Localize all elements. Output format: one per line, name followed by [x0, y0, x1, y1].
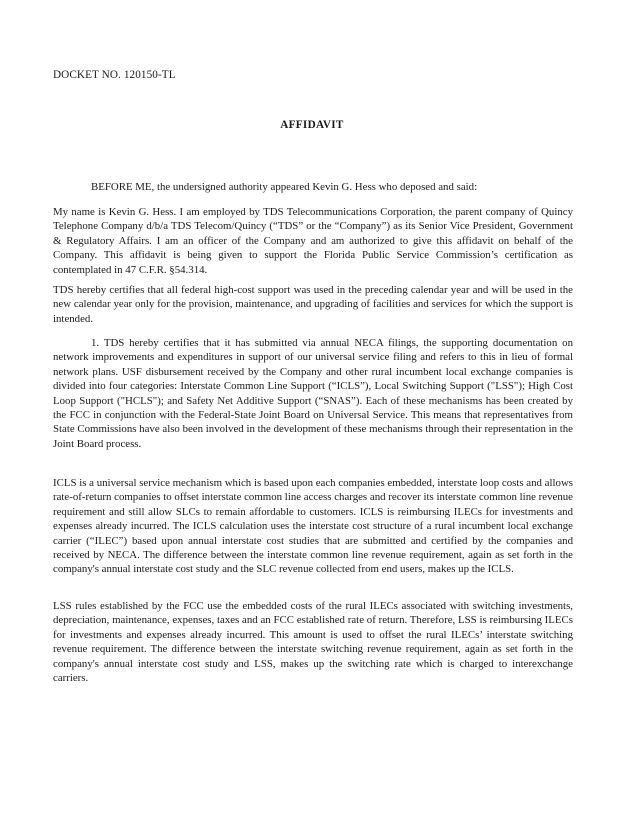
paragraph-lss: LSS rules established by the FCC use the embedded costs of the rural ILECs associated with switching investments, depreciation, maintenance, expenses, taxes and an FCC established rate of return. Therefore, LSS is reimbursing ILECs for investments and expenses already incurred. This amount is used to offset the rural ILECs’ interstate switching revenue requirement. The difference between the interstate switching revenue requirement, again as set forth in the company's annual interstate cost study and LSS, makes up the switching rate which is charged to interexchange carriers.: [53, 600, 573, 685]
intro-paragraph: BEFORE ME, the undersigned authority appeared Kevin G. Hess who deposed and said:: [91, 181, 478, 193]
paragraph-certification: TDS hereby certifies that all federal high-cost support was used in the preceding calendar year and will be used in the new calendar year only for the provision, maintenance, and upgrading of facilities and services for which the support is intended.: [53, 284, 573, 325]
paragraph-employment: My name is Kevin G. Hess. I am employed by TDS Telecommunications Corporation, the parent company of Quincy Telephone Company d/b/a TDS Telecom/Quincy (“TDS” or the “Company”) as its Senior Vice President, Government & Regulatory Affairs. I am an officer of the Company and am authorized to give this affidavit on behalf of the Company. This affidavit is being given to support the Florida Public Service Commission’s certification as contemplated in 47 C.F.R. §54.314.: [53, 206, 573, 276]
paragraph-numbered-1: 1. TDS hereby certifies that it has submitted via annual NECA filings, the supporting documentation on network improvements and expenditures in support of our universal service filing and refers to this in lieu of formal network plans. USF disbursement received by the Company and other rural incumbent local exchange companies is divided into four categories: Interstate Common Line Support (“ICLS”), Local Switching Support ("LSS"); High Cost Loop Support ("HCLS"); and Safety Net Additive Support (“SNAS”). Each of these mechanisms has been created by the FCC in conjunction with the Federal-State Joint Board on Universal Service. This means that representatives from State Commissions have also been involved in the development of these mechanisms through their representation in the Joint Board process.: [53, 337, 573, 450]
docket-number: DOCKET NO. 120150-TL: [53, 69, 176, 81]
paragraph-icls: ICLS is a universal service mechanism which is based upon each companies embedded, interstate loop costs and allows rate-of-return companies to offset interstate common line access charges and recover its interstate common line revenue requirement and still allow SLCs to remain affordable to customers. ICLS is reimbursing ILECs for investments and expenses already incurred. The ICLS calculation uses the interstate cost structure of a rural incumbent local exchange carrier (“ILEC”) based upon annual interstate cost studies that are submitted and certified by the companies and received by NECA. The difference between the interstate common line revenue requirement, again as set forth in the company's annual interstate cost study and the SLC revenue collected from end users, makes up the ICLS.: [53, 477, 573, 576]
document-title: AFFIDAVIT: [280, 119, 344, 131]
